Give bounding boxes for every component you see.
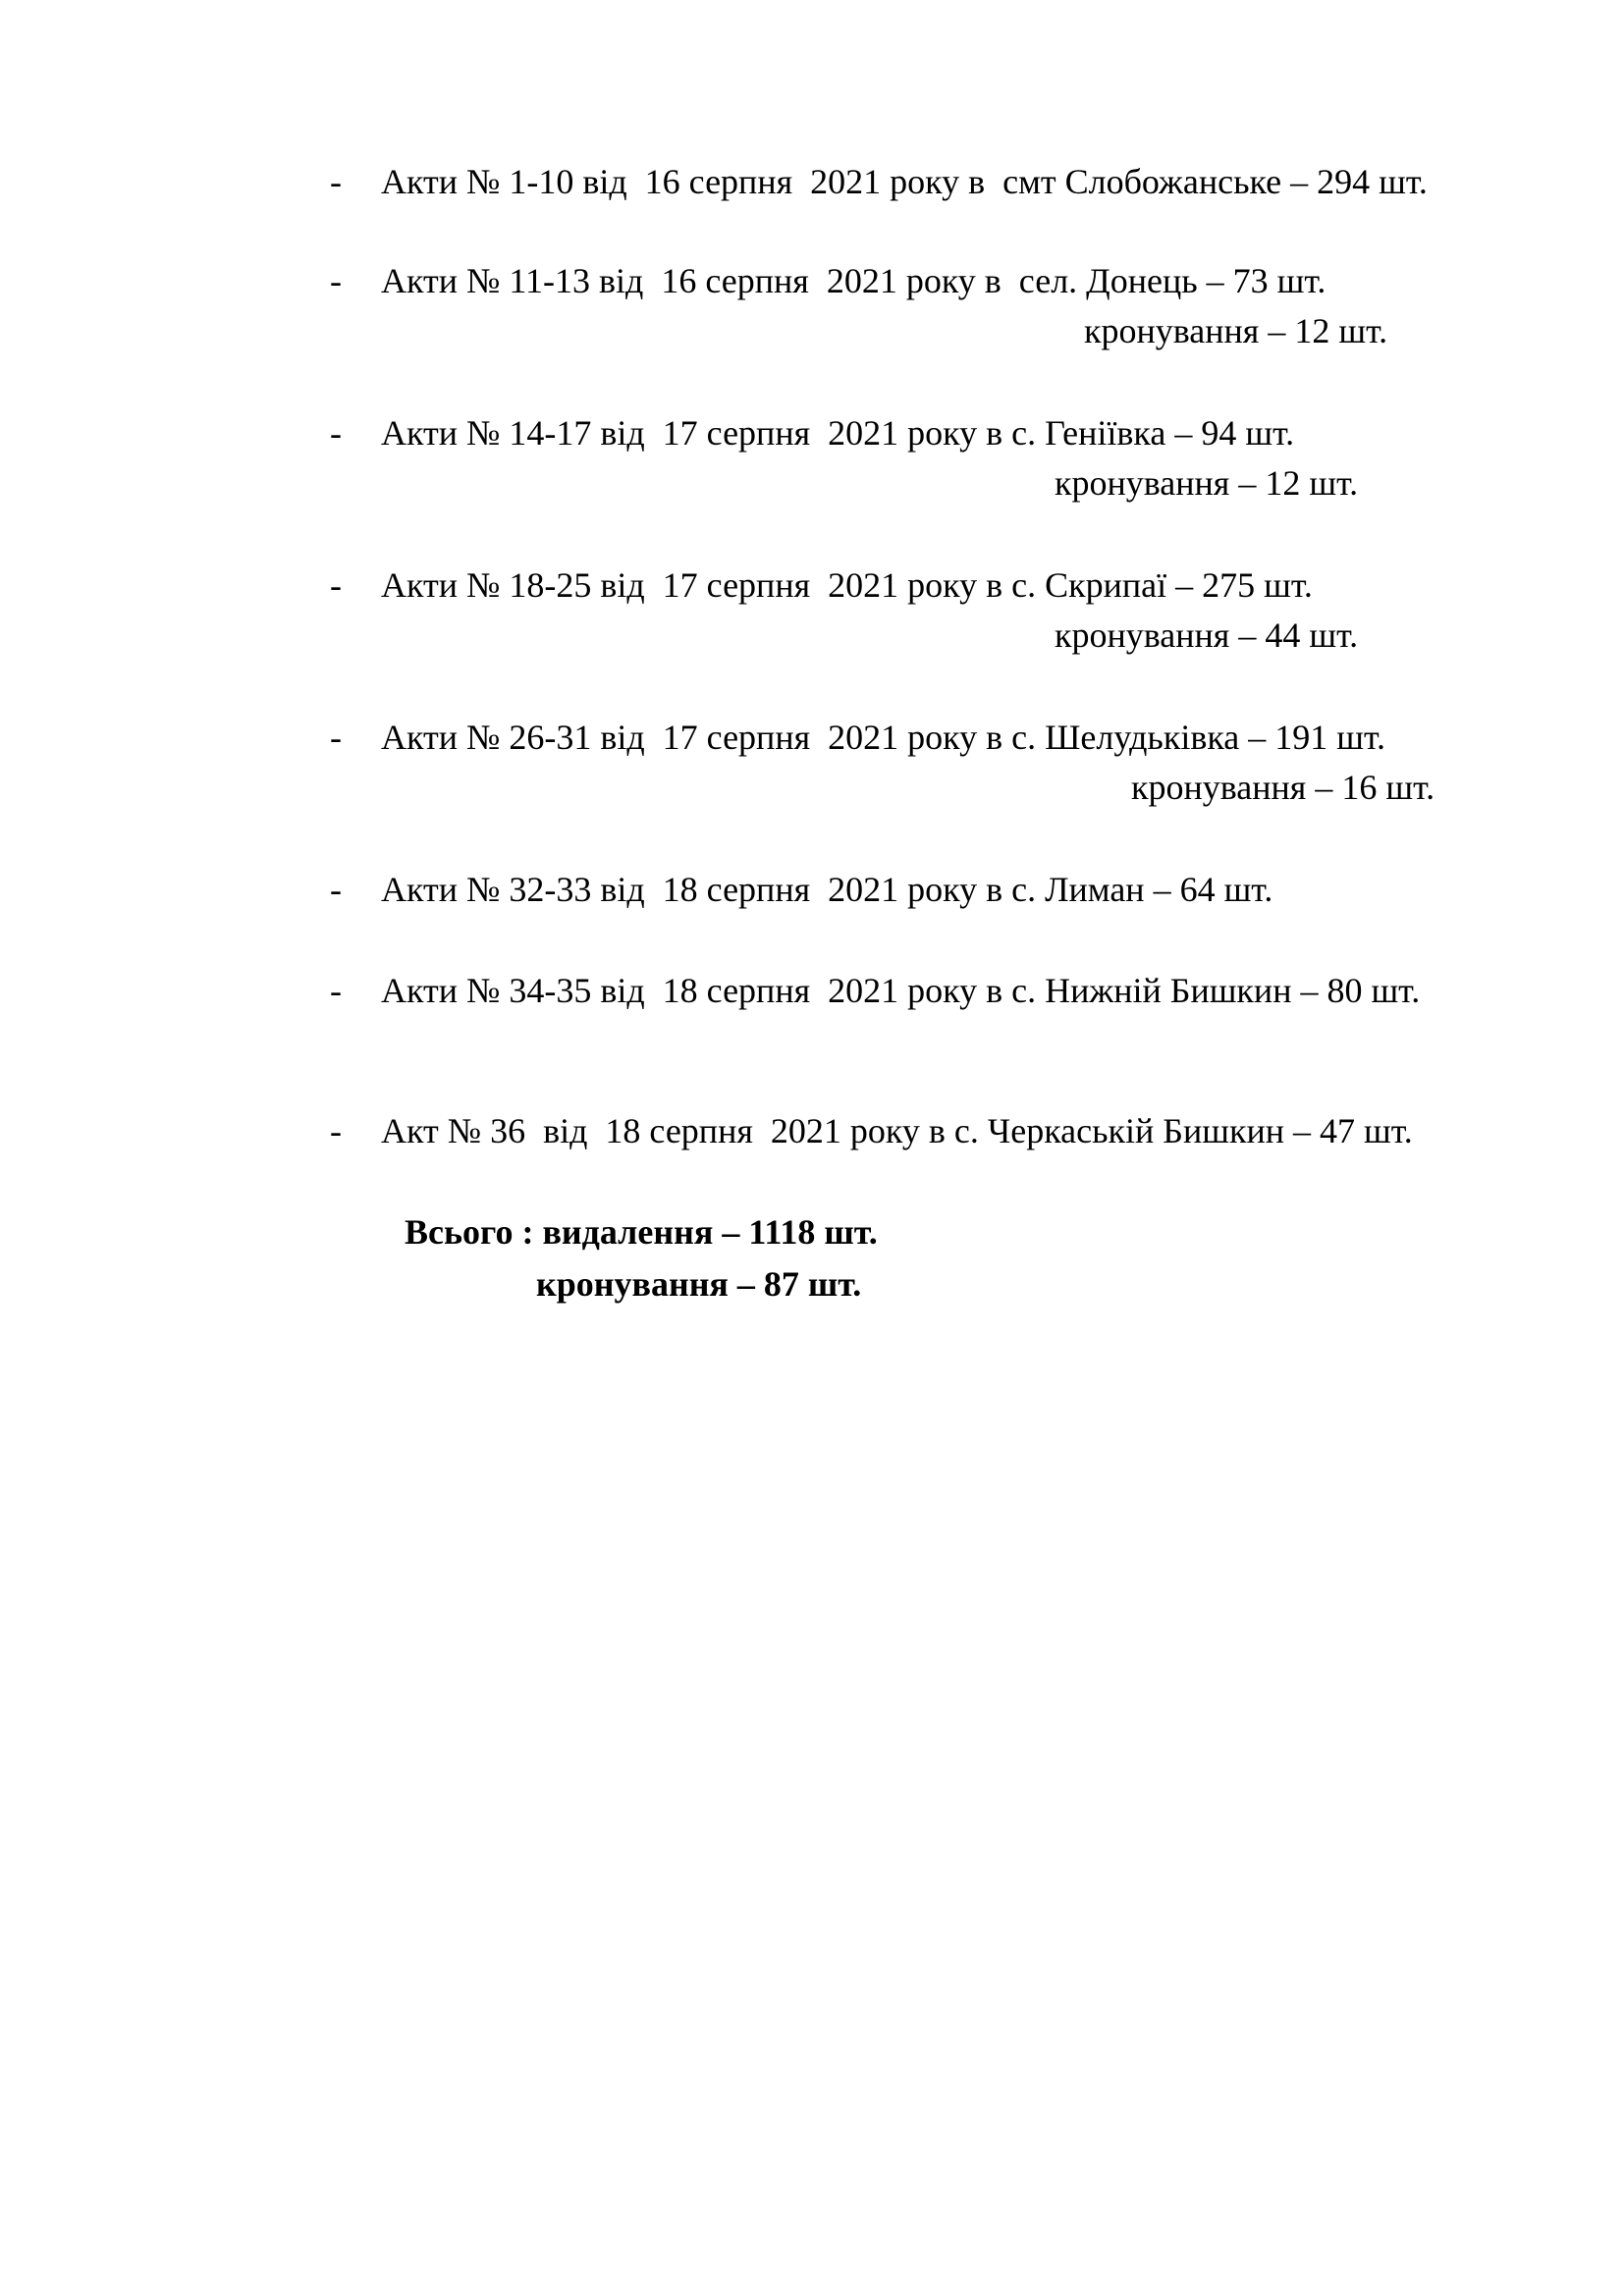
list-item-text: Акти № 11-13 від 16 серпня 2021 року в сел. Донець – 73 шт. [381,261,1326,300]
list-bullet: - [330,971,342,1010]
list-bullet: - [330,718,342,757]
list-bullet: - [330,162,342,201]
list-bullet: - [330,565,342,605]
list-bullet: - [330,261,342,300]
list-item-subline: кронування – 44 шт. [1055,615,1359,655]
list-item-text: Акти № 14-17 від 17 серпня 2021 року в с. Геніївка – 94 шт. [381,413,1295,453]
list-item-text: Акти № 32-33 від 18 серпня 2021 року в с. Лиман – 64 шт. [381,870,1273,909]
list-bullet: - [330,413,342,453]
list-item-text: Акти № 26-31 від 17 серпня 2021 року в с. Шелудьківка – 191 шт. [381,718,1385,757]
list-item-text: Акт № 36 від 18 серпня 2021 року в с. Черкаській Бишкин – 47 шт. [381,1111,1413,1150]
list-item-subline: кронування – 16 шт. [1131,768,1435,807]
list-item-subline: кронування – 12 шт. [1055,463,1359,503]
total-crowning: кронування – 87 шт. [536,1264,862,1304]
list-item-subline: кронування – 12 шт. [1084,311,1388,350]
list-bullet: - [330,1111,342,1150]
list-bullet: - [330,870,342,909]
list-item-text: Акти № 1-10 від 16 серпня 2021 року в смт Слобожанське – 294 шт. [381,162,1428,201]
total-removal: Всього : видалення – 1118 шт. [405,1212,878,1252]
list-item-text: Акти № 34-35 від 18 серпня 2021 року в с. Нижній Бишкин – 80 шт. [381,971,1421,1010]
list-item-text: Акти № 18-25 від 17 серпня 2021 року в с. Скрипаї – 275 шт. [381,565,1313,605]
